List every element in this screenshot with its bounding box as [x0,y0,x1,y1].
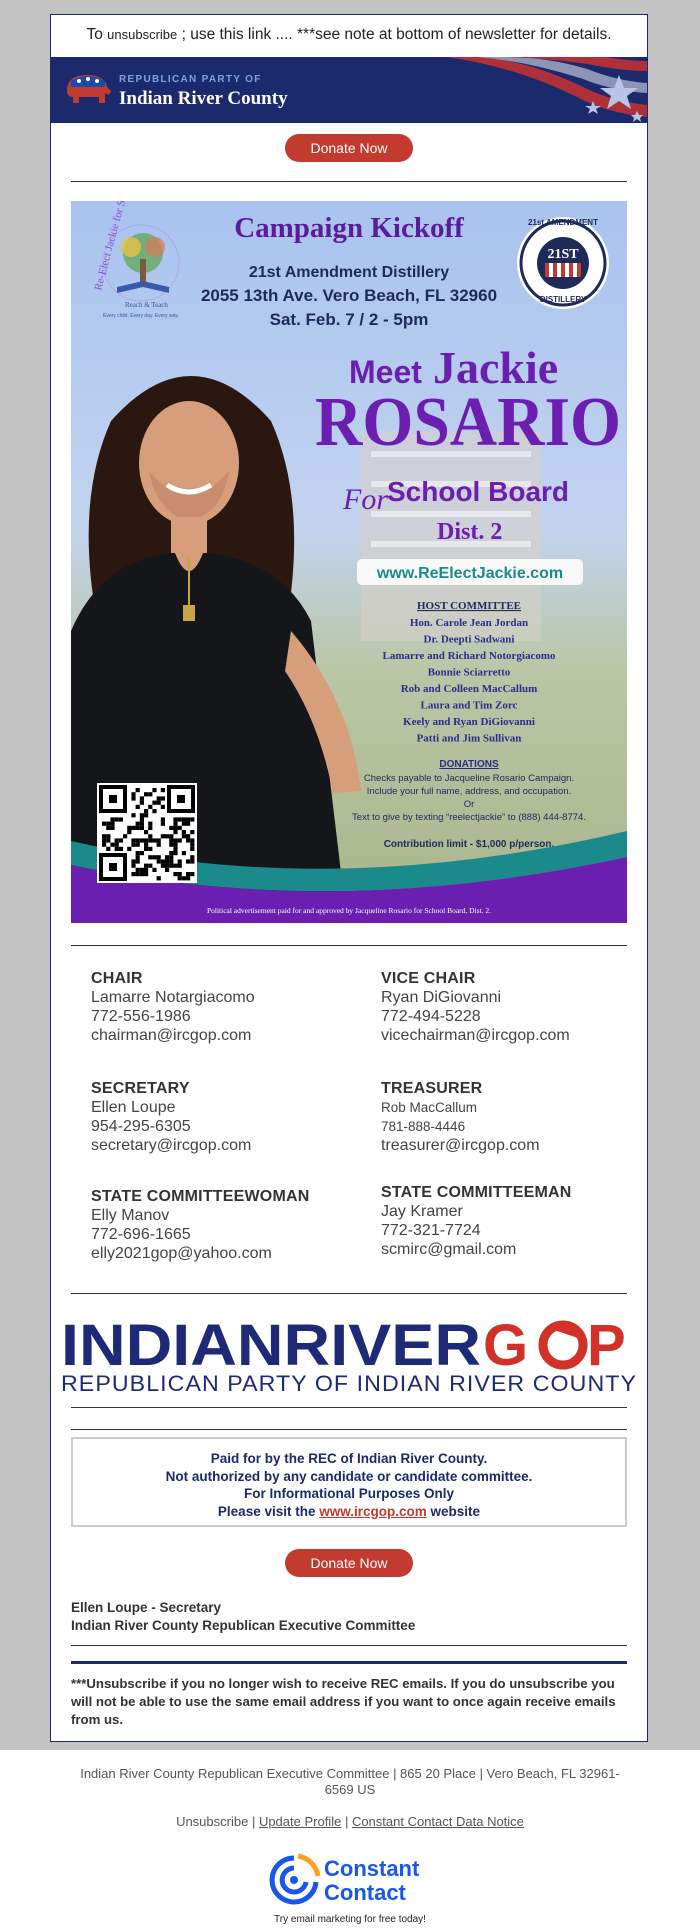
donation-line: Or [463,799,475,810]
unsubscribe-link[interactable]: unsubscribe [107,27,178,42]
officer-email[interactable]: treasurer@ircgop.com [381,1137,540,1154]
signature-line: Ellen Loupe - Secretary [71,1600,222,1615]
host-item: Hon. Carole Jean Jordan [409,617,529,629]
officer-name: Rob MacCallum [381,1100,478,1115]
unsubscribe-notice [51,15,647,55]
email-body [50,14,648,1742]
officer-vice-chair [381,969,641,1045]
poster-office: School Board [387,476,570,507]
donation-line: Checks payable to Jacqueline Rosario Campaign. [363,773,575,784]
officer-state-committeewoman [91,1187,351,1263]
footer-data-notice-link[interactable]: Constant Contact Data Notice [351,1814,524,1829]
officer-role: VICE CHAIR [381,970,476,987]
officer-chair [91,969,351,1045]
logo-part1: INDIANRIVER [61,1313,481,1378]
host-item: Lamarre and Richard Notorgiacomo [382,650,556,662]
logo-p: P [587,1313,626,1378]
badge-tag: Every child. Every day. Every way. [103,313,179,319]
poster-district: Dist. 2 [437,519,503,545]
officer-phone: 772-321-7724 [381,1222,481,1239]
poster-date: Sat. Feb. 7 / 2 - 5pm [269,310,429,329]
host-item: Bonnie Sciarretto [427,666,511,679]
visit-suffix: website [430,1503,481,1519]
disclaimer-line: For Informational Purposes Only [243,1486,455,1501]
unsubscribe-suffix: ; use this link .... ***see note at bottom of newsletter for details. [181,26,612,43]
officer-state-committeeman [381,1183,641,1259]
disclaimer-line: Paid for by the REC of Indian River County. [210,1451,488,1466]
contribution-limit: Contribution limit - $1,000 p/person. [383,839,555,850]
ircgop-website-link[interactable]: www.ircgop.com [319,1503,427,1519]
donate-now-button-top[interactable]: Donate Now [285,134,413,162]
host-item: Laura and Tim Zorc [420,699,518,712]
officer-treasurer [381,1079,641,1155]
seal-mid: 21ST [547,247,579,262]
unsubscribe-note: ***Unsubscribe if you no longer wish to receive REC emails. If you do unsubscribe you will not be able to use the same email address if you want to once again receive emails from us. [71,1676,616,1727]
officer-email[interactable]: elly2021gop@yahoo.com [91,1245,272,1262]
officer-phone: 954-295-6305 [91,1118,191,1135]
officer-name: Ryan DiGiovanni [381,989,502,1006]
brand-line2: Contact [324,1880,406,1905]
poster-website[interactable]: www.ReElectJackie.com [376,565,564,582]
officer-email[interactable]: secretary@ircgop.com [91,1137,252,1154]
divider [71,1645,627,1646]
officer-role: TREASURER [381,1080,483,1097]
officer-email[interactable]: vicechairman@ircgop.com [381,1027,570,1044]
officer-name: Jay Kramer [381,1203,463,1220]
poster-for: For [343,483,388,516]
donations-title: DONATIONS [439,759,499,770]
banner-title: Indian River County [119,88,288,109]
officer-name: Ellen Loupe [91,1099,176,1116]
constant-contact-icon [272,1856,318,1902]
officer-name: Elly Manov [91,1207,170,1224]
campaign-kickoff-flyer [71,201,627,923]
indianrivergop-logo [51,1305,647,1401]
divider [71,1407,627,1408]
officer-role: CHAIR [91,970,143,987]
constant-contact-logo[interactable] [268,1852,432,1908]
banner-subtitle: REPUBLICAN PARTY OF [119,74,262,85]
divider [71,1293,627,1294]
donation-line: Include your full name, address, and occupation. [366,786,572,797]
poster-headline: Campaign Kickoff [234,212,464,244]
thick-divider [71,1661,627,1664]
footer-tagline[interactable]: Try email marketing for free today! [274,1914,426,1925]
officer-email[interactable]: chairman@ircgop.com [91,1027,252,1044]
divider [71,181,627,182]
elephant-o-icon [543,1321,585,1365]
divider [71,1429,627,1430]
disclaimer-line: Not authorized by any candidate or candidate committee. [165,1468,533,1484]
officer-role: STATE COMMITTEEMAN [381,1184,572,1201]
logo-g: G [483,1313,529,1378]
poster-address: 2055 13th Ave. Vero Beach, FL 32960 [200,286,498,305]
host-item: Dr. Deepti Sadwani [423,633,515,646]
officer-phone: 772-556-1986 [91,1008,191,1025]
footer-links: Unsubscribe | Update Profile | Constant Contact Data Notice [176,1814,524,1829]
host-item: Patti and Jim Sullivan [416,732,522,745]
poster-meet: Meet [349,354,422,390]
poster-last-name: ROSARIO [315,384,621,461]
officer-secretary [91,1079,351,1155]
donation-line: Text to give by texting “reelectjackie” to (888) 444-8774. [352,812,586,823]
disclaimer-visit [73,1503,625,1521]
disclaimer-box [71,1437,627,1527]
signature-line: Indian River County Republican Executive Committee [71,1618,416,1633]
header-banner [51,57,647,123]
footer-update-profile-link[interactable]: Update Profile [258,1814,342,1829]
seal-bottom: DISTILLERY [539,295,587,304]
officer-phone: 781-888-4446 [381,1119,466,1134]
officer-role: SECRETARY [91,1080,190,1097]
poster-venue: 21st Amendment Distillery [248,264,450,281]
host-item: Keely and Ryan DiGiovanni [403,716,535,728]
donate-now-button-bottom[interactable]: Donate Now [285,1549,413,1577]
email-footer [0,1750,700,1932]
footer-unsubscribe-link[interactable]: Unsubscribe [176,1814,249,1829]
officer-phone: 772-696-1665 [91,1226,191,1243]
officer-role: STATE COMMITTEEWOMAN [91,1188,310,1205]
footer-address: Indian River County Republican Executive Committee | 865 20 Place | Vero Beach, FL 32961-6569 US [80,1766,620,1797]
brand-line1: Constant [324,1856,420,1881]
visit-prefix: Please visit the [217,1503,316,1519]
seal-top: 21st AMENDMENT [528,218,598,227]
officer-phone: 772-494-5228 [381,1008,481,1025]
officer-name: Lamarre Notargiacomo [91,989,255,1006]
poster-footer: Political advertisement paid for and approved by Jacqueline Rosario for School Board, Dist. 2. [206,906,492,915]
signature [71,1599,415,1635]
qr-code-icon[interactable] [97,783,197,883]
officer-email[interactable]: scmirc@gmail.com [381,1241,517,1258]
flag-stripes-icon [427,57,647,123]
unsubscribe-prefix: To [86,26,103,43]
host-committee-title: HOST COMMITTEE [416,600,522,612]
divider [71,945,627,946]
gop-elephant-icon [63,69,113,109]
poster-first-name: Jackie [433,342,559,393]
logo-subtitle: REPUBLICAN PARTY OF INDIAN RIVER COUNTY [61,1371,637,1396]
badge-sub: Reach & Teach [125,301,168,309]
host-item: Rob and Colleen MacCallum [400,683,538,695]
